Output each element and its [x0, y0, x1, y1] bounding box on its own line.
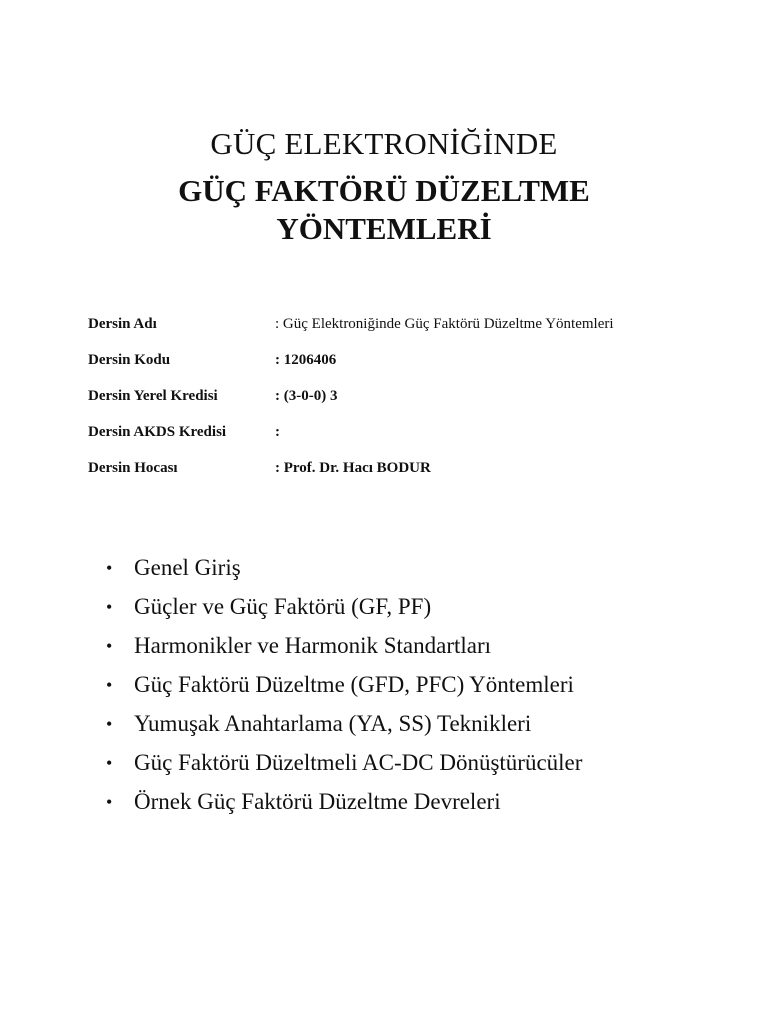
bullet-icon: •	[106, 557, 113, 578]
course-name-value: : Güç Elektroniğinde Güç Faktörü Düzeltme Yöntemleri	[275, 316, 614, 332]
bullet-icon: •	[106, 596, 113, 617]
course-info-row-akds-credit	[88, 424, 728, 460]
course-info-row-instructor	[88, 460, 728, 496]
topic-text: Güç Faktörü Düzeltme (GFD, PFC) Yöntemleri	[134, 671, 574, 697]
course-info-table	[88, 316, 728, 496]
course-info-row-name	[88, 316, 728, 352]
course-code-label: Dersin Kodu	[88, 352, 171, 368]
bullet-icon: •	[106, 635, 113, 656]
title-line-2: GÜÇ FAKTÖRÜ DÜZELTME	[178, 173, 590, 208]
bullet-icon: •	[106, 752, 113, 773]
list-item	[106, 665, 726, 704]
list-item	[106, 626, 726, 665]
topic-text: Genel Giriş	[134, 554, 241, 580]
list-item	[106, 587, 726, 626]
akds-credit-label: Dersin AKDS Kredisi	[88, 424, 227, 440]
course-info-row-local-credit	[88, 388, 728, 424]
course-name-label: Dersin Adı	[88, 316, 157, 332]
topic-text: Örnek Güç Faktörü Düzeltme Devreleri	[134, 788, 501, 814]
instructor-label: Dersin Hocası	[88, 460, 178, 476]
list-item	[106, 548, 726, 587]
bullet-icon: •	[106, 674, 113, 695]
local-credit-label: Dersin Yerel Kredisi	[88, 388, 218, 404]
list-item	[106, 782, 726, 821]
title-line-3: YÖNTEMLERİ	[276, 211, 492, 246]
topic-text: Yumuşak Anahtarlama (YA, SS) Teknikleri	[134, 710, 532, 736]
topic-text: Harmonikler ve Harmonik Standartları	[134, 632, 492, 658]
instructor-value: : Prof. Dr. Hacı BODUR	[275, 460, 431, 476]
topic-text: Güç Faktörü Düzeltmeli AC-DC Dönüştürücüler	[134, 749, 583, 775]
list-item	[106, 743, 726, 782]
local-credit-value: : (3-0-0) 3	[275, 388, 338, 404]
title-line-1: GÜÇ ELEKTRONİĞİNDE	[210, 126, 558, 161]
akds-credit-value: :	[275, 424, 280, 440]
course-info-row-code	[88, 352, 728, 388]
course-code-value: : 1206406	[275, 352, 337, 368]
bullet-icon: •	[106, 713, 113, 734]
document-title	[0, 124, 768, 248]
list-item	[106, 704, 726, 743]
topic-list	[106, 548, 726, 821]
topic-text: Güçler ve Güç Faktörü (GF, PF)	[134, 593, 432, 619]
bullet-icon: •	[106, 791, 113, 812]
